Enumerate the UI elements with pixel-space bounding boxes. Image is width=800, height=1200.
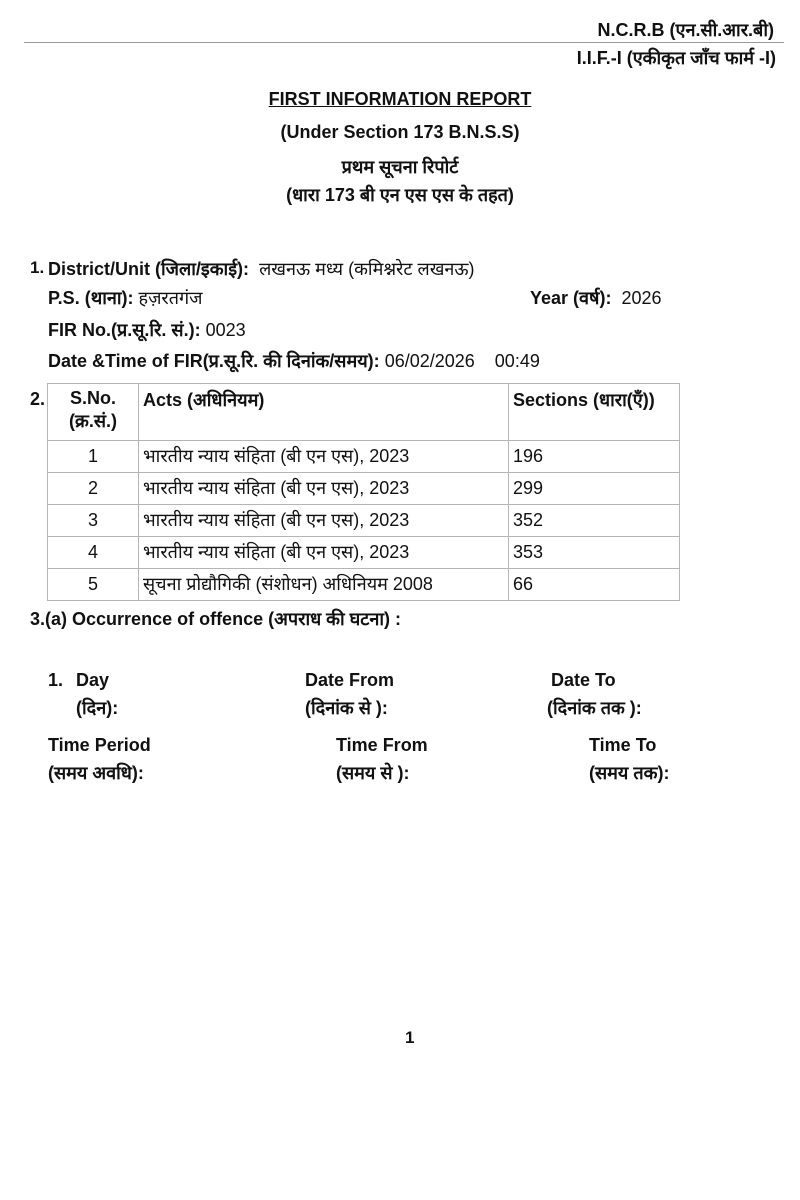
year-row	[530, 286, 662, 310]
table-row	[48, 441, 680, 473]
col-sno-label: S.No.	[69, 388, 116, 408]
district-label: District/Unit (जिला/इकाई):	[48, 259, 250, 279]
time-from-label-hi: (समय से ):	[336, 763, 410, 783]
report-title-hi: प्रथम सूचना रिपोर्ट	[341, 157, 459, 177]
row-act: भारतीय न्याय संहिता (बी एन एस), 2023	[139, 505, 509, 537]
row-sno: 2	[48, 473, 139, 505]
fir-label: FIR No.(प्र.सू.रि. सं.):	[48, 320, 201, 340]
col-sno-header	[48, 384, 139, 441]
time-period-label: Time Period	[48, 735, 151, 755]
row-act: भारतीय न्याय संहिता (बी एन एस), 2023	[139, 473, 509, 505]
table-row	[48, 473, 680, 505]
row-section: 196	[509, 441, 680, 473]
fir-time-value: 00:49	[494, 351, 540, 371]
datetime-label: Date &Time of FIR(प्र.सू.रि. की दिनांक/समय):	[48, 351, 380, 371]
acts-table-header	[48, 384, 680, 441]
row-sno: 5	[48, 569, 139, 601]
date-from-label-hi: (दिनांक से ):	[305, 698, 388, 718]
time-from-label: Time From	[336, 735, 428, 755]
time-to-label-hi: (समय तक):	[589, 763, 670, 783]
district-row	[48, 257, 475, 281]
report-section-hi: (धारा 173 बी एन एस एस के तहत)	[286, 185, 514, 205]
district-value: लखनऊ मध्य (कमिश्नरेट लखनऊ)	[259, 259, 475, 279]
fir-row	[48, 318, 246, 342]
acts-table	[47, 383, 680, 601]
row-section: 352	[509, 505, 680, 537]
report-title	[0, 89, 800, 110]
fir-value: 0023	[205, 320, 246, 340]
row-sno: 1	[48, 441, 139, 473]
occurrence-label: Occurrence of offence	[72, 609, 264, 629]
report-title-text: FIRST INFORMATION REPORT	[268, 89, 532, 109]
item1-number: 1.	[30, 258, 45, 277]
ps-row	[48, 286, 203, 310]
row-section: 299	[509, 473, 680, 505]
header-divider	[24, 42, 784, 43]
time-period-label-hi: (समय अवधि):	[48, 763, 144, 783]
occurrence-heading	[30, 607, 401, 631]
col-sections-header: Sections (धारा(एँ))	[509, 384, 680, 441]
item2-number: 2.	[30, 389, 46, 409]
sub-item-number: 1.	[48, 670, 64, 690]
row-act: भारतीय न्याय संहिता (बी एन एस), 2023	[139, 537, 509, 569]
table-row	[48, 505, 680, 537]
item3-number: 3.(a)	[30, 609, 68, 629]
ps-label: P.S. (थाना):	[48, 288, 134, 308]
day-label-hi: (दिन):	[76, 698, 119, 718]
date-from-label: Date From	[305, 670, 395, 690]
year-label: Year (वर्ष):	[530, 288, 612, 308]
occurrence-label-hi: (अपराध की घटना) :	[268, 609, 402, 629]
date-to-label-hi: (दिनांक तक ):	[547, 698, 642, 718]
table-row	[48, 537, 680, 569]
table-row	[48, 569, 680, 601]
ncrb-header: N.C.R.B (एन.सी.आर.बी)	[597, 20, 774, 40]
iif-header: I.I.F.-I (एकीकृत जाँच फार्म -I)	[576, 48, 776, 68]
page-number: 1	[405, 1028, 415, 1047]
fir-datetime-row	[48, 349, 540, 373]
date-to-label: Date To	[551, 670, 616, 690]
fir-date-value: 06/02/2026	[384, 351, 475, 371]
row-section: 353	[509, 537, 680, 569]
row-act: सूचना प्रोद्यौगिकी (संशोधन) अधिनियम 2008	[139, 569, 509, 601]
time-to-label: Time To	[589, 735, 657, 755]
col-sno-label-hi: (क्र.सं.)	[69, 411, 117, 431]
report-section-en: (Under Section 173 B.N.S.S)	[280, 122, 520, 142]
row-act: भारतीय न्याय संहिता (बी एन एस), 2023	[139, 441, 509, 473]
col-acts-header: Acts (अधिनियम)	[139, 384, 509, 441]
day-label: Day	[76, 670, 110, 690]
row-sno: 3	[48, 505, 139, 537]
year-value: 2026	[621, 288, 662, 308]
row-sno: 4	[48, 537, 139, 569]
ps-value: हज़रतगंज	[138, 288, 203, 308]
row-section: 66	[509, 569, 680, 601]
